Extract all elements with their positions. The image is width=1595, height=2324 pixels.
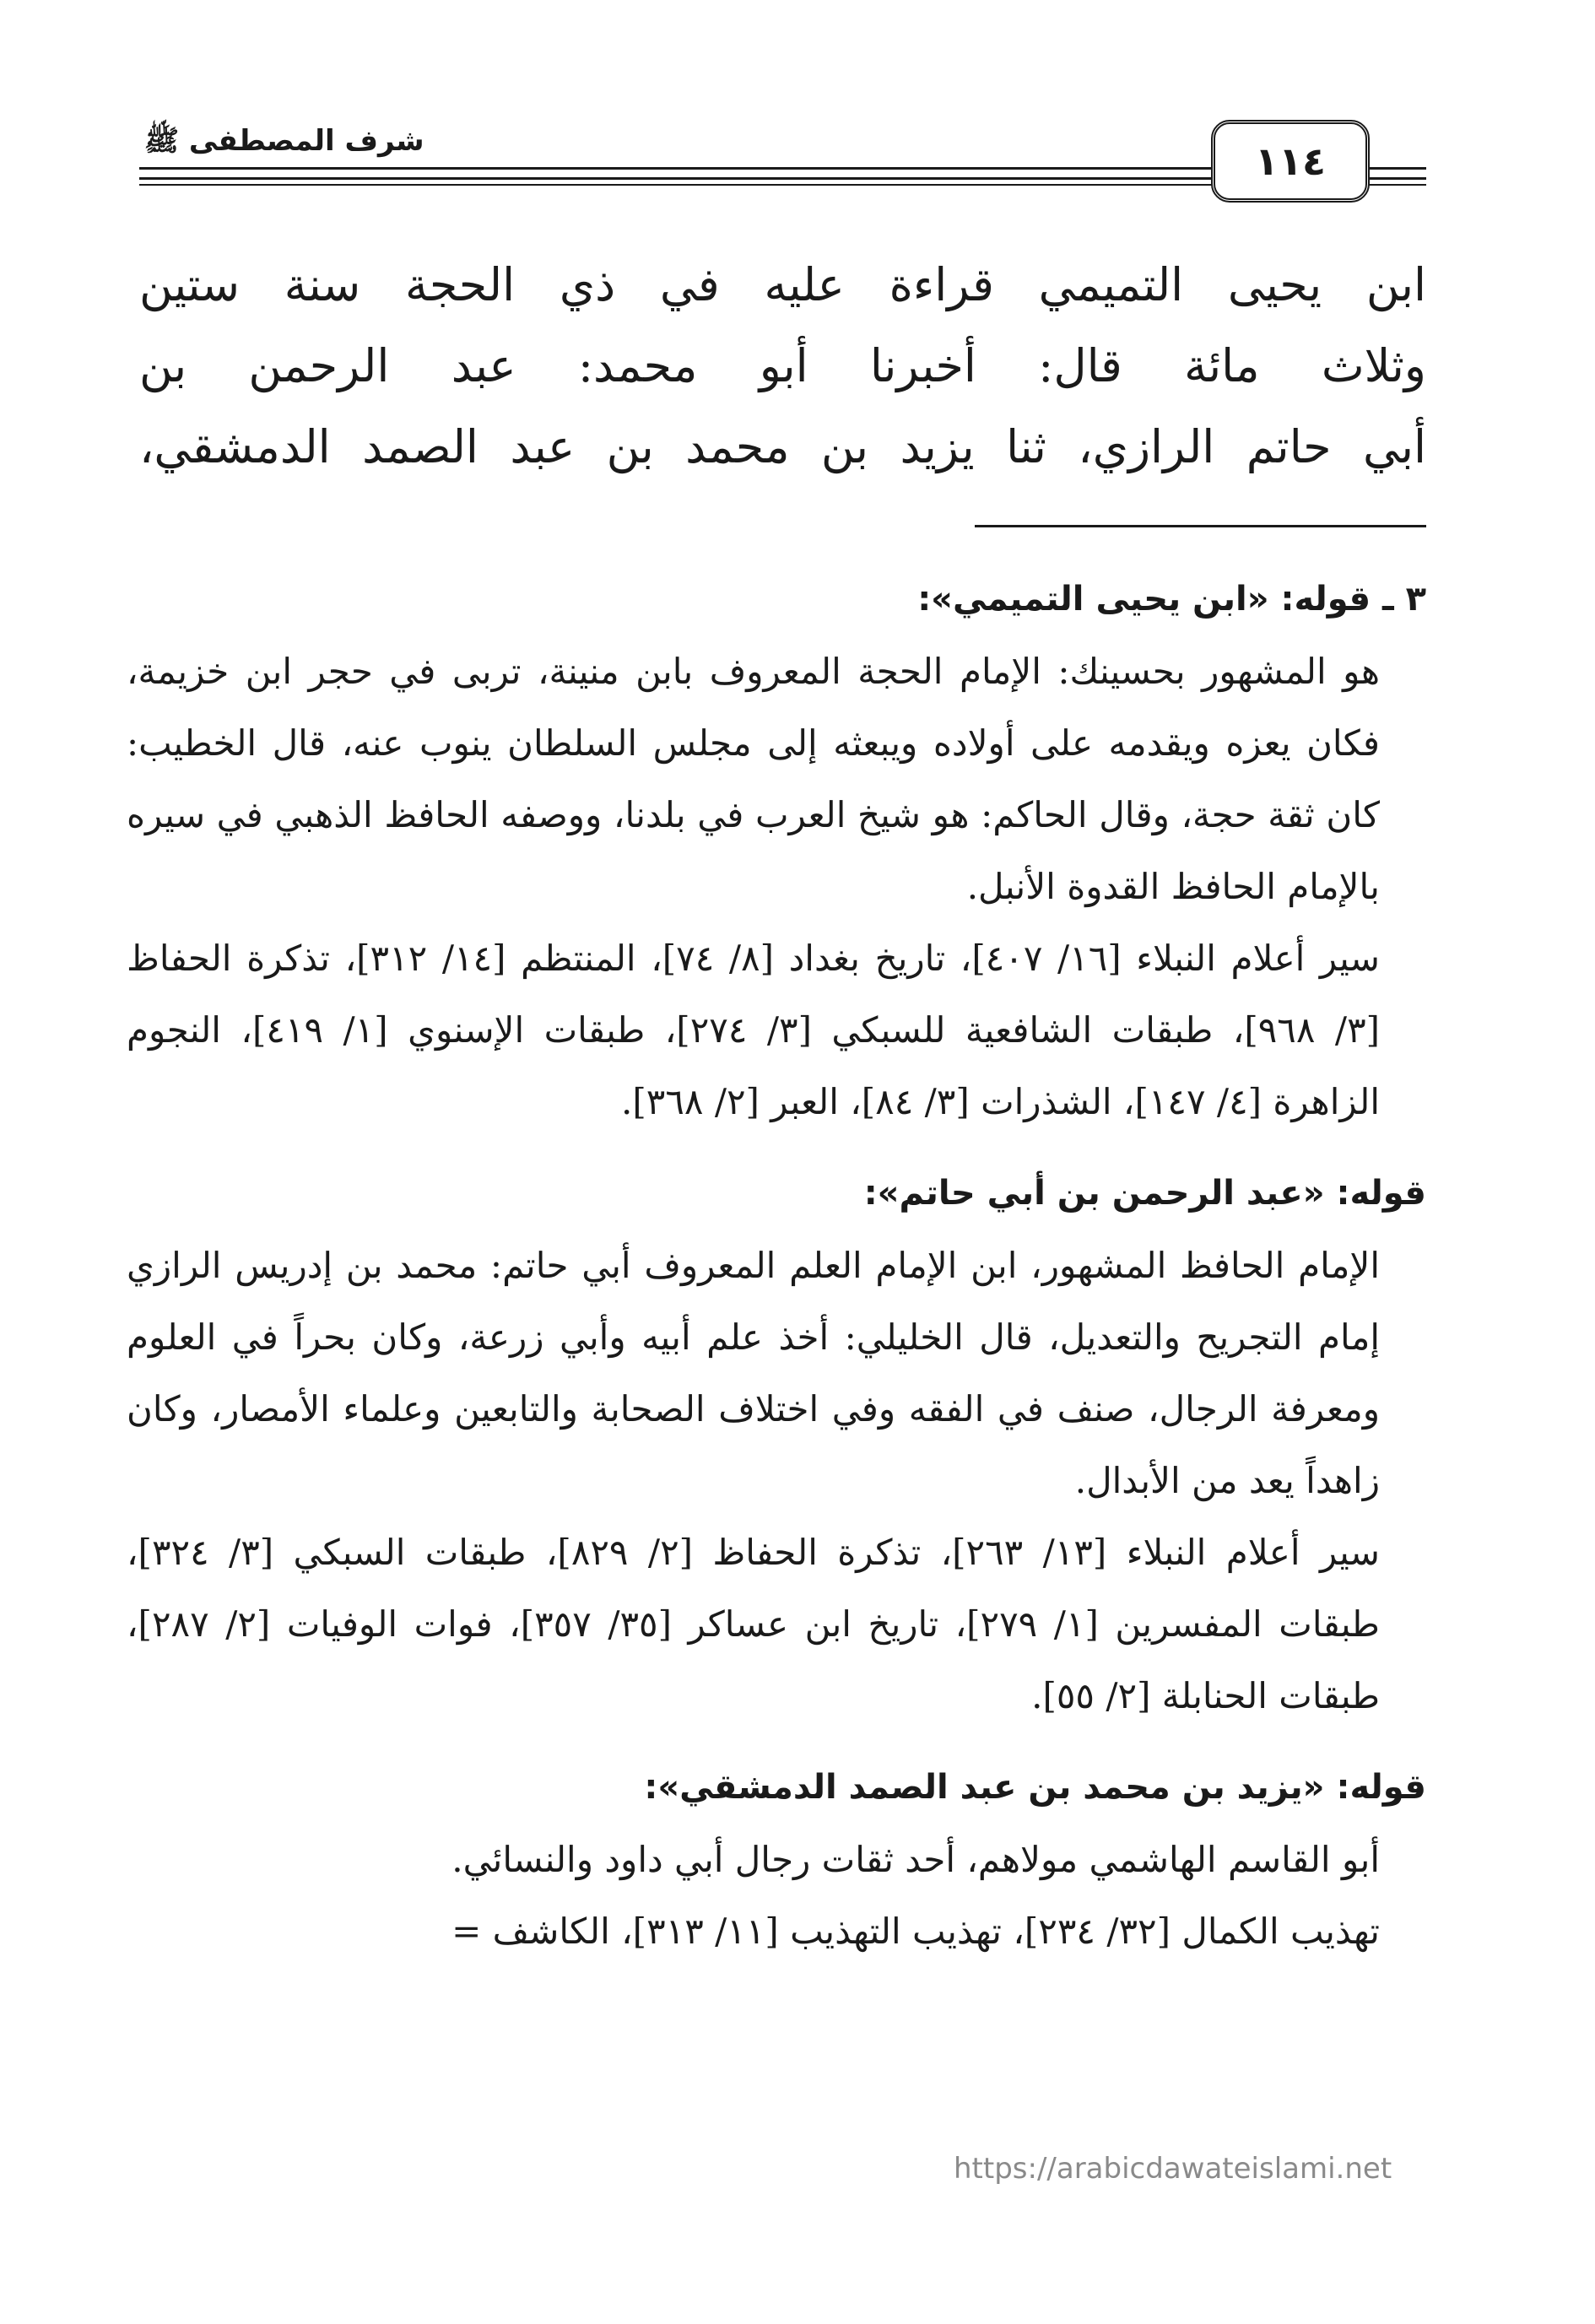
main-text-line: وثلاث مائة قال: أخبرنا أبو محمد: عبد الرحمن بن bbox=[139, 339, 1426, 392]
footnotes bbox=[127, 564, 1426, 1987]
footnote-body: أبو القاسم الهاشمي مولاهم، أحد ثقات رجال أبي داود والنسائي. bbox=[451, 1839, 1380, 1880]
footnote-references: سير أعلام النبلاء [١٦/ ٤٠٧]، تاريخ بغداد [٨/ ٧٤]، المنتظم [١٤/ ٣١٢]، تذكرة الحفاظ [٣/ ٩٦٨]، طبقات الشافعية للسبكي [٣/ ٢٧٤]، طبقات الإسنوي [١/ ٤١٩]، النجوم الزاهرة [٤/ ١٤٧]، الشذرات [٣/ ٨٤]، العبر [٢/ ٣٦٨]. bbox=[127, 938, 1381, 1122]
footnote-abd-al-rahman bbox=[127, 1158, 1426, 1732]
footnote-references: سير أعلام النبلاء [١٣/ ٢٦٣]، تذكرة الحفاظ [٢/ ٨٢٩]، طبقات السبكي [٣/ ٣٢٤]، طبقات المفسرين [١/ ٢٧٩]، تاريخ ابن عساكر [٣٥/ ٣٥٧]، فوات الوفيات [٢/ ٢٨٧]، طبقات الحنابلة [٢/ ٥٥]. bbox=[127, 1532, 1380, 1716]
footnote-body: هو المشهور بحسينك: الإمام الحجة المعروف بابن منينة، تربى في حجر ابن خزيمة، فكان يعزه ويقدمه على أولاده ويبعثه إلى مجلس السلطان ينوب عنه، قال الخطيب: كان ثقة حجة، وقال الحاكم: هو شيخ العرب في بلدنا، ووصفه الحافظ الذهبي في سيره بالإمام الحافظ القدوة الأنبل. bbox=[127, 651, 1380, 907]
footnote-ibn-yahya bbox=[127, 564, 1426, 1138]
main-text-line: أبي حاتم الرازي، ثنا يزيد بن محمد بن عبد الصمد الدمشقي، bbox=[139, 420, 1426, 473]
page-header bbox=[139, 116, 1426, 201]
running-title: شرف المصطفى ﷺ bbox=[144, 124, 424, 158]
footnote-heading: ٣ ـ قوله: «ابن يحيى التميمي»: bbox=[917, 580, 1426, 619]
footnote-references: تهذيب الكمال [٣٢/ ٢٣٤]، تهذيب التهذيب [١١/ ٣١٣]، الكاشف = bbox=[451, 1911, 1380, 1952]
footnote-separator bbox=[975, 525, 1426, 527]
main-text bbox=[139, 245, 1426, 488]
footnote-heading: قوله: «عبد الرحمن بن أبي حاتم»: bbox=[863, 1174, 1426, 1213]
footnote-heading: قوله: «يزيد بن محمد بن عبد الصمد الدمشقي»: bbox=[644, 1768, 1426, 1807]
watermark-url: https://arabicdawateislami.net bbox=[954, 2152, 1392, 2186]
footnote-body: الإمام الحافظ المشهور، ابن الإمام العلم المعروف أبي حاتم: محمد بن إدريس الرازي إمام التجريح والتعديل، قال الخليلي: أخذ علم أبيه وأبي زرعة، وكان بحراً في العلوم ومعرفة الرجال، صنف في الفقه وفي اختلاف الصحابة والتابعين وعلماء الأمصار، وكان زاهداً يعد من الأبدال. bbox=[127, 1245, 1380, 1501]
main-text-line: ابن يحيى التميمي قراءة عليه في ذي الحجة سنة ستين bbox=[139, 258, 1426, 311]
footnote-yazid bbox=[127, 1752, 1426, 1967]
page-number: ١١٤ bbox=[1211, 120, 1370, 203]
